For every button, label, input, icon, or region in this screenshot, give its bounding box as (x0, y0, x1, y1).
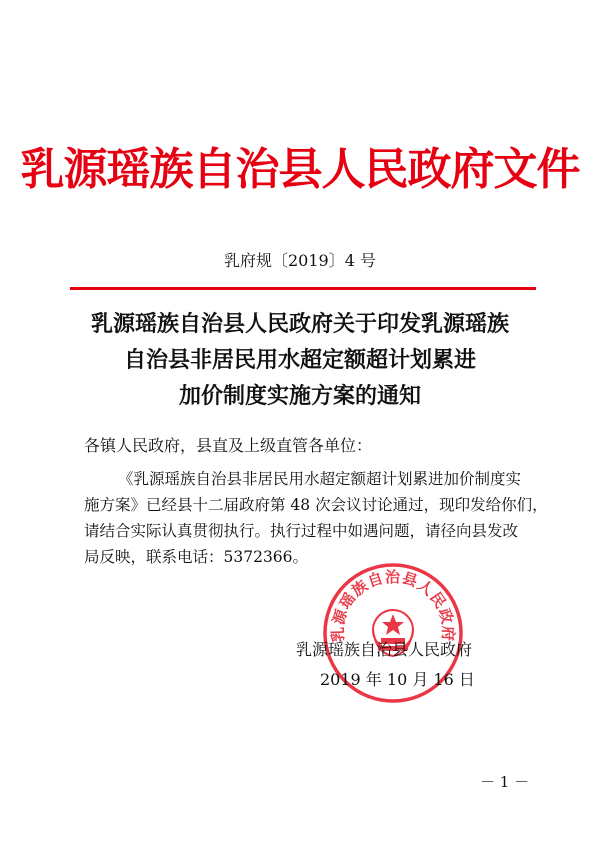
body-line: 局反映，联系电话：5372366。 (84, 548, 309, 566)
body-line: 请结合实际认真贯彻执行。执行过程中如遇问题，请径向县发改 (84, 522, 519, 540)
notice-title (0, 306, 600, 414)
issue-date: 2019 年 10 月 16 日 (320, 670, 475, 689)
red-separator-line (70, 287, 536, 290)
title-line: 自治县非居民用水超定额超计划累进 (123, 347, 476, 373)
masthead-title: 乳源瑶族自治县人民政府文件 (20, 144, 580, 195)
svg-text:乳源瑶族自治县人民政府 (329, 568, 457, 642)
body-paragraph (84, 466, 548, 570)
body-line: 《乳源瑶族自治县非居民用水超定额超计划累进加价制度实 (118, 470, 522, 488)
issuer-signature: 乳源瑶族自治县人民政府 (296, 640, 473, 659)
salutation: 各镇人民政府，县直及上级直管各单位： (84, 436, 373, 455)
title-line: 加价制度实施方案的通知 (178, 383, 421, 409)
title-line: 乳源瑶族自治县人民政府关于印发乳源瑶族 (90, 311, 509, 337)
document-number: 乳府规〔2019〕4 号 (224, 251, 376, 270)
body-line: 施方案》已经县十二届政府第 48 次会议讨论通过，现印发给你们， (84, 496, 548, 514)
page-number: － 1 － (480, 773, 530, 791)
seal-text: 乳源瑶族自治县人民政府 (328, 568, 458, 643)
